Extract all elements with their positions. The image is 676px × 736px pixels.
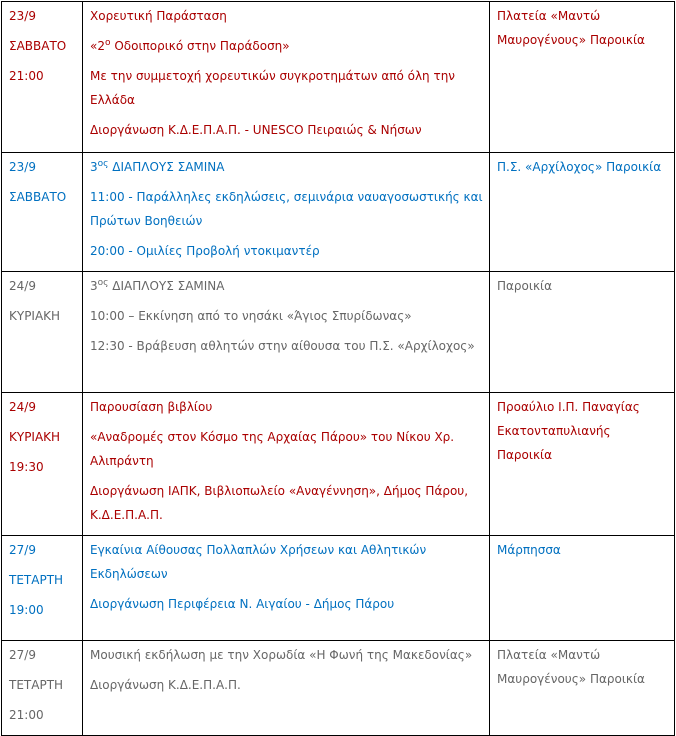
event-paragraph: 10:00 – Εκκίνηση από το νησάκι «Άγιος Σπυρίδωνας»	[90, 309, 412, 323]
event-cell	[83, 393, 490, 536]
location-text: Π.Σ. «Αρχίλοχος» Παροικία	[497, 160, 662, 174]
event-paragraph: 12:30 - Βράβευση αθλητών στην αίθουσα του Π.Σ. «Αρχίλοχος»	[90, 339, 475, 353]
event-paragraph: Με την συμμετοχή χορευτικών συγκροτημάτων από όλη την Ελλάδα	[90, 69, 456, 107]
date-line: 21:00	[9, 69, 44, 83]
table-row	[2, 641, 675, 736]
date-line: ΚΥΡΙΑΚΗ	[9, 309, 61, 323]
event-cell	[83, 153, 490, 272]
date-line: ΚΥΡΙΑΚΗ	[9, 430, 61, 444]
location-cell	[490, 272, 675, 393]
event-paragraph: Εγκαίνια Αίθουσας Πολλαπλών Χρήσεων και Αθλητικών Εκδηλώσεων	[90, 543, 427, 581]
date-line: 24/9	[9, 400, 36, 414]
location-text: Πλατεία «Μαντώ Μαυρογένους» Παροικία	[497, 9, 645, 47]
date-cell	[2, 393, 83, 536]
date-line: ΣΑΒΒΑΤΟ	[9, 39, 67, 53]
event-paragraph: Διοργάνωση Κ.Δ.Ε.Π.Α.Π.	[90, 678, 241, 692]
date-line: 19:30	[9, 460, 44, 474]
date-line: ΤΕΤΑΡΤΗ	[9, 573, 64, 587]
date-line: 23/9	[9, 160, 36, 174]
date-line: 27/9	[9, 648, 36, 662]
date-line: ΤΕΤΑΡΤΗ	[9, 678, 64, 692]
event-paragraph: Μουσική εκδήλωση με την Χορωδία «Η Φωνή της Μακεδονίας»	[90, 648, 473, 662]
event-cell	[83, 2, 490, 153]
event-paragraph: Χορευτική Παράσταση	[90, 9, 227, 23]
event-paragraph: $3^{o\varsigma}$ ΔΙΑΠΛΟΥΣ ΣΑΜΙΝΑ	[90, 278, 225, 293]
location-cell	[490, 641, 675, 736]
event-paragraph: 11:00 - Παράλληλες εκδηλώσεις, σεμινάρια ναυαγοσωστικής και Πρώτων Βοηθειών	[90, 190, 483, 228]
date-cell	[2, 153, 83, 272]
location-text: Παροικία	[497, 279, 552, 293]
date-line: 23/9	[9, 9, 36, 23]
event-paragraph: Διοργάνωση Κ.Δ.Ε.Π.Α.Π. - UNESCO Πειραιώς & Νήσων	[90, 123, 422, 137]
location-cell	[490, 393, 675, 536]
date-cell	[2, 536, 83, 641]
date-line: 19:00	[9, 603, 44, 617]
table-row	[2, 536, 675, 641]
event-paragraph: Διοργάνωση ΙΑΠΚ, Βιβλιοπωλείο «Αναγέννηση», Δήμος Πάρου, Κ.Δ.Ε.Π.Α.Π.	[90, 484, 469, 522]
date-cell	[2, 272, 83, 393]
date-line: 21:00	[9, 708, 44, 722]
table-row	[2, 2, 675, 153]
table-row	[2, 153, 675, 272]
events-table-body	[2, 2, 675, 736]
date-line: 24/9	[9, 279, 36, 293]
event-cell	[83, 641, 490, 736]
event-paragraph: «Αναδρομές στον Κόσμο της Αρχαίας Πάρου» του Νίκου Χρ. Αλιπράντη	[90, 430, 455, 468]
table-row	[2, 272, 675, 393]
date-cell	[2, 2, 83, 153]
location-text: Προαύλιο Ι.Π. Παναγίας Εκατονταπυλιανής Παροικία	[497, 400, 640, 462]
event-cell	[83, 536, 490, 641]
location-text: Μάρπησσα	[497, 543, 561, 557]
event-paragraph: 20:00 - Ομιλίες Προβολή ντοκιμαντέρ	[90, 244, 320, 258]
event-cell	[83, 272, 490, 393]
event-paragraph: «$2^o$ Οδοιπορικό στην Παράδοση»	[90, 38, 290, 53]
table-row	[2, 393, 675, 536]
date-cell	[2, 641, 83, 736]
location-cell	[490, 2, 675, 153]
event-paragraph: Παρουσίαση βιβλίου	[90, 400, 213, 414]
location-text: Πλατεία «Μαντώ Μαυρογένους» Παροικία	[497, 648, 645, 686]
location-cell	[490, 153, 675, 272]
location-cell	[490, 536, 675, 641]
date-line: ΣΑΒΒΑΤΟ	[9, 190, 67, 204]
event-paragraph: $3^{o\varsigma}$ ΔΙΑΠΛΟΥΣ ΣΑΜΙΝΑ	[90, 159, 225, 174]
date-line: 27/9	[9, 543, 36, 557]
events-table	[1, 1, 675, 736]
event-paragraph: Διοργάνωση Περιφέρεια Ν. Αιγαίου - Δήμος Πάρου	[90, 597, 395, 611]
